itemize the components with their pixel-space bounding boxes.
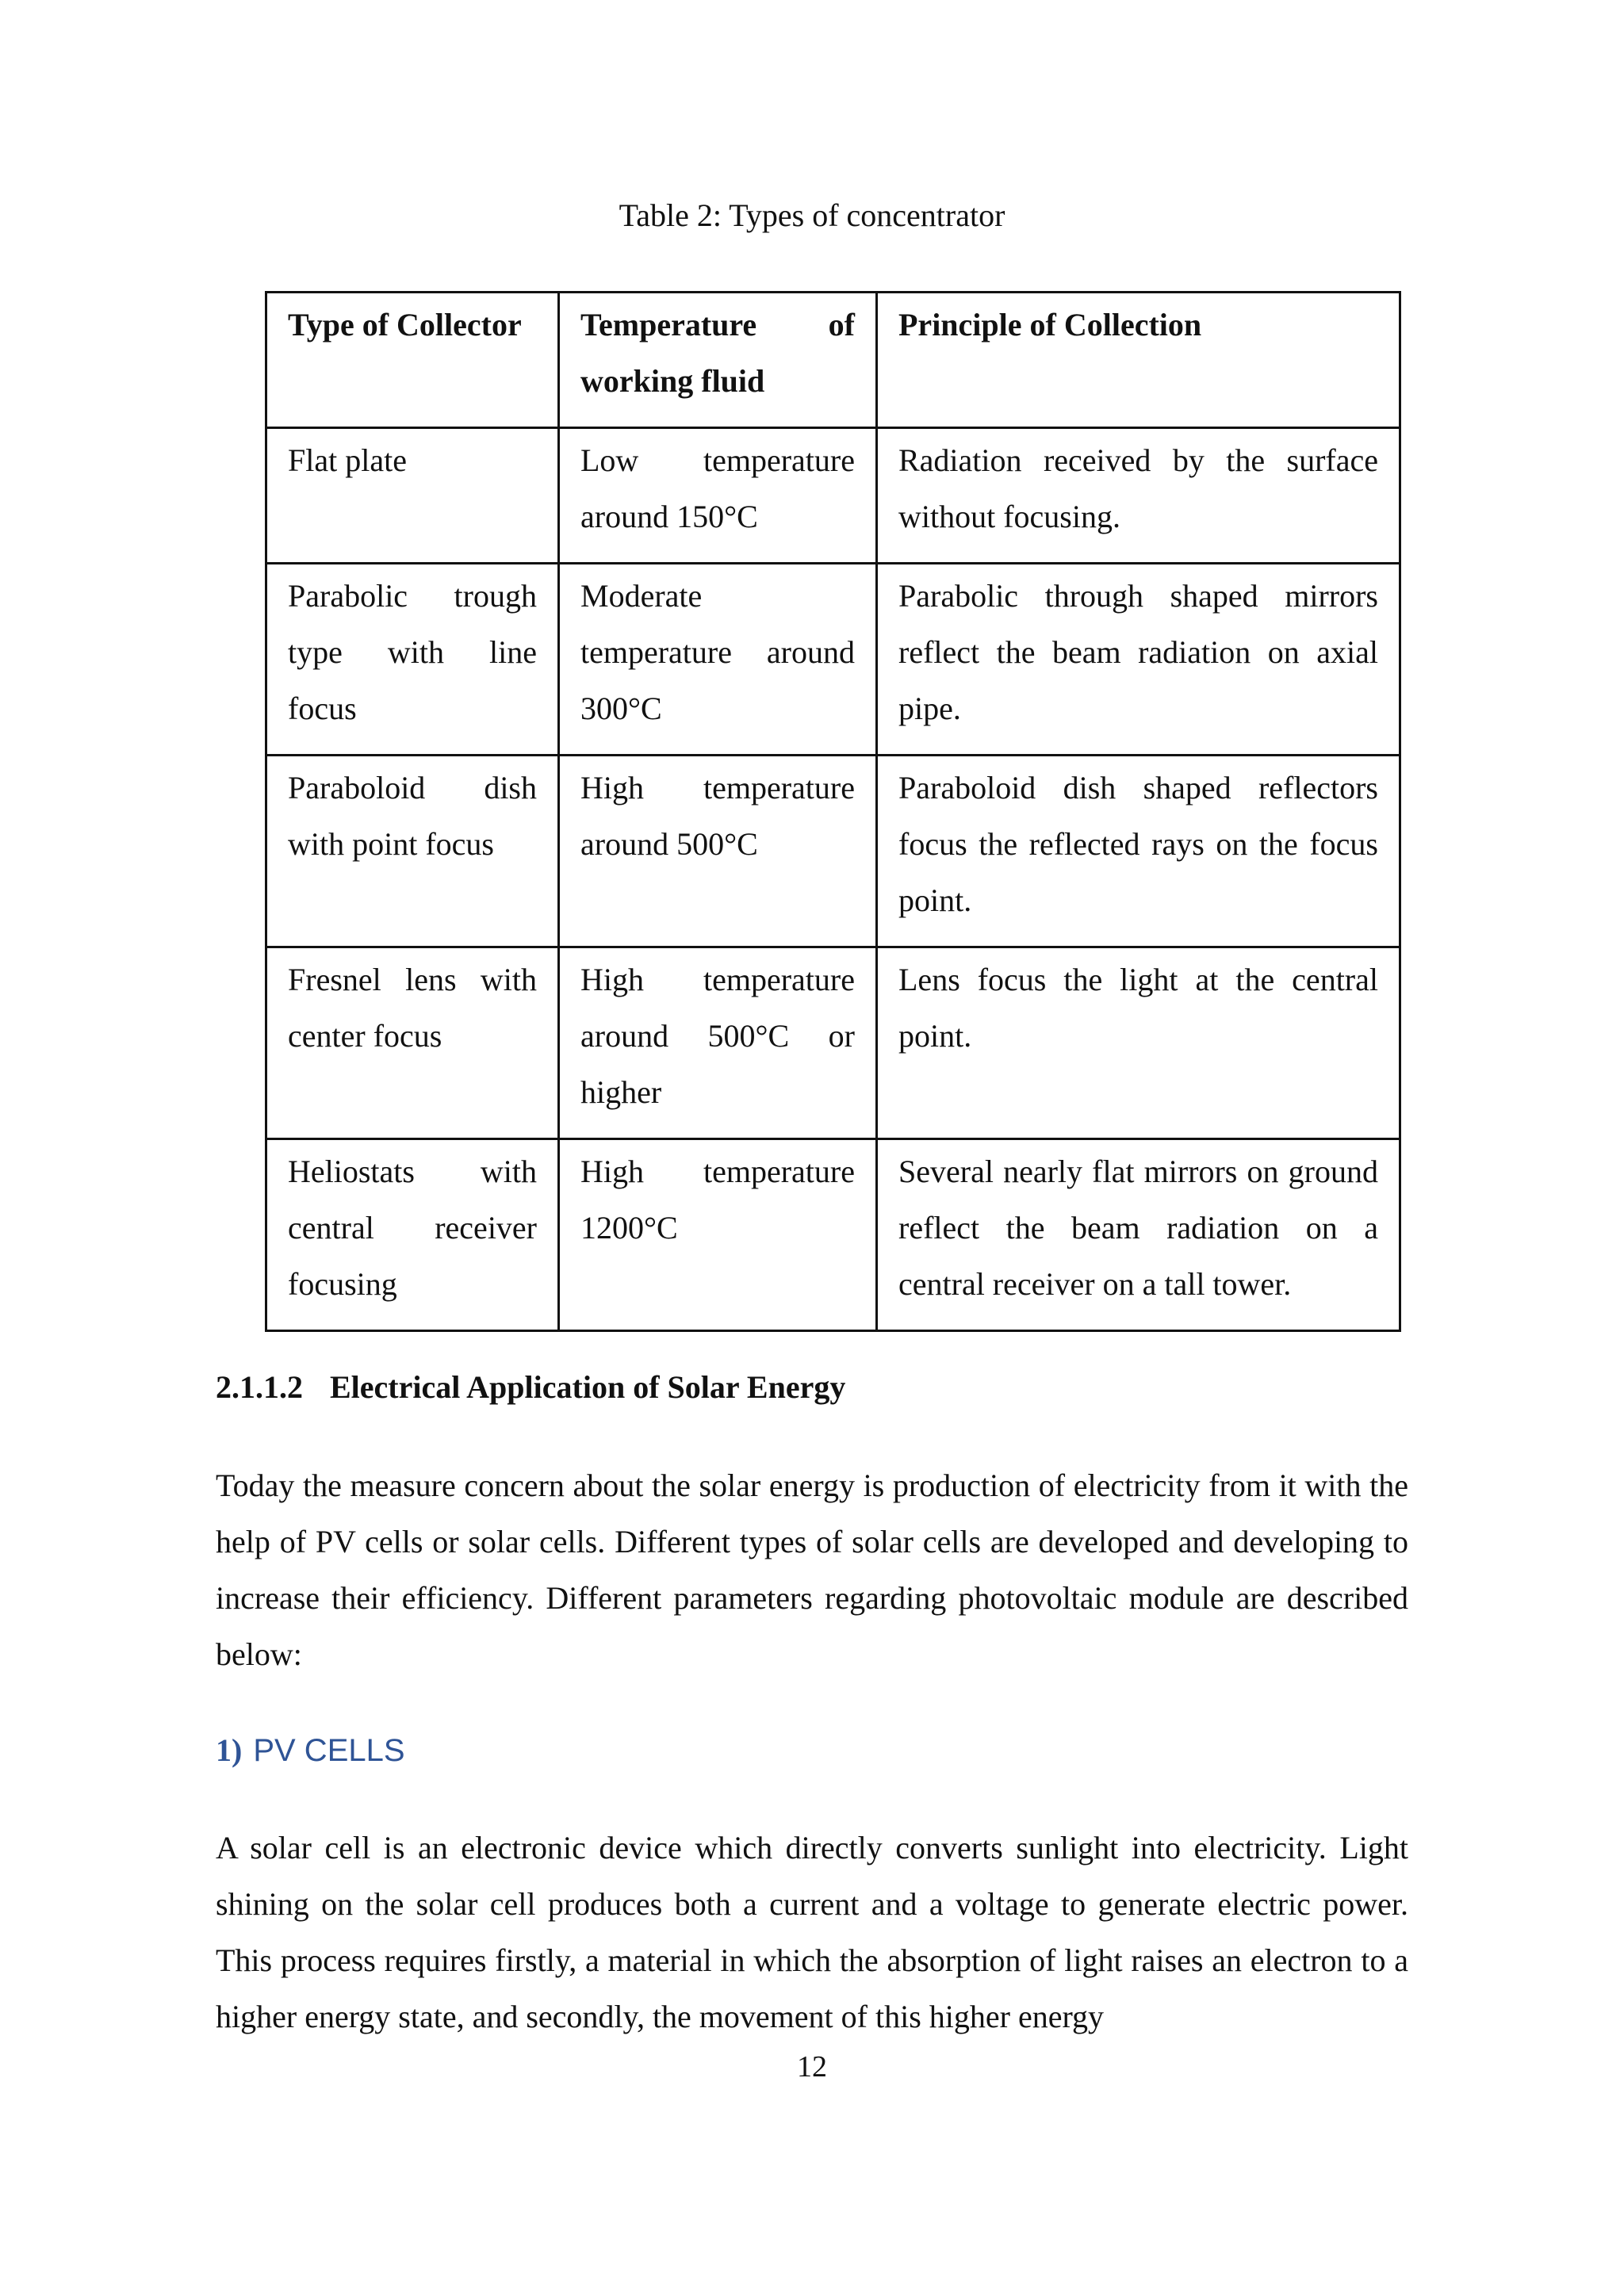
cell-temperature: High temperature around 500°C or higher bbox=[559, 947, 877, 1139]
cell-principle: Several nearly flat mirrors on ground reflect the beam radiation on a central receiver on a tall tower. bbox=[877, 1139, 1400, 1331]
subsection-heading bbox=[216, 1728, 405, 1773]
page-number: 12 bbox=[797, 2050, 827, 2084]
section-title: Electrical Application of Solar Energy bbox=[330, 1369, 846, 1405]
cell-principle: Paraboloid dish shaped reflectors focus the reflected rays on the focus point. bbox=[877, 756, 1400, 947]
cell-type: Fresnel lens with center focus bbox=[266, 947, 559, 1139]
cell-type: Flat plate bbox=[266, 428, 559, 564]
table-row bbox=[266, 564, 1400, 756]
section-heading bbox=[216, 1365, 845, 1410]
table-row bbox=[266, 1139, 1400, 1331]
table-header-row bbox=[266, 293, 1400, 428]
cell-principle: Lens focus the light at the central point. bbox=[877, 947, 1400, 1139]
subsection-title: PV CELLS bbox=[253, 1733, 405, 1768]
table-row bbox=[266, 756, 1400, 947]
section-paragraph: Today the measure concern about the solar energy is production of electricity from it with the help of PV cells or solar cells. Different types of solar cells are developed and developing to increase their efficiency. Different parameters regarding photovoltaic module are described below: bbox=[216, 1468, 1408, 1672]
cell-temperature: High temperature 1200°C bbox=[559, 1139, 877, 1331]
table-row bbox=[266, 428, 1400, 564]
cell-type: Paraboloid dish with point focus bbox=[266, 756, 559, 947]
cell-principle: Radiation received by the surface without focusing. bbox=[877, 428, 1400, 564]
cell-temperature: High temperature around 500°C bbox=[559, 756, 877, 947]
column-header-temperature: Temperature of working fluid bbox=[559, 293, 877, 428]
table-caption: Table 2: Types of concentrator bbox=[619, 197, 1005, 233]
subsection-number: 1) bbox=[216, 1732, 243, 1768]
cell-type: Heliostats with central receiver focusing bbox=[266, 1139, 559, 1331]
cell-temperature: Moderate temperature around 300°C bbox=[559, 564, 877, 756]
column-header-type: Type of Collector bbox=[266, 293, 559, 428]
table-row bbox=[266, 947, 1400, 1139]
cell-principle: Parabolic through shaped mirrors reflect the beam radiation on axial pipe. bbox=[877, 564, 1400, 756]
concentrator-types-table bbox=[265, 291, 1401, 1332]
cell-type: Parabolic trough type with line focus bbox=[266, 564, 559, 756]
column-header-principle: Principle of Collection bbox=[877, 293, 1400, 428]
subsection-paragraph: A solar cell is an electronic device which directly converts sunlight into electricity. Light shining on the solar cell produces both a current and a voltage to generate electric power. This process requires firstly, a material in which the absorption of light raises an electron to a higher energy state, and secondly, the movement of this higher energy bbox=[216, 1830, 1408, 2034]
section-number: 2.1.1.2 bbox=[216, 1369, 303, 1405]
cell-temperature: Low temperature around 150°C bbox=[559, 428, 877, 564]
